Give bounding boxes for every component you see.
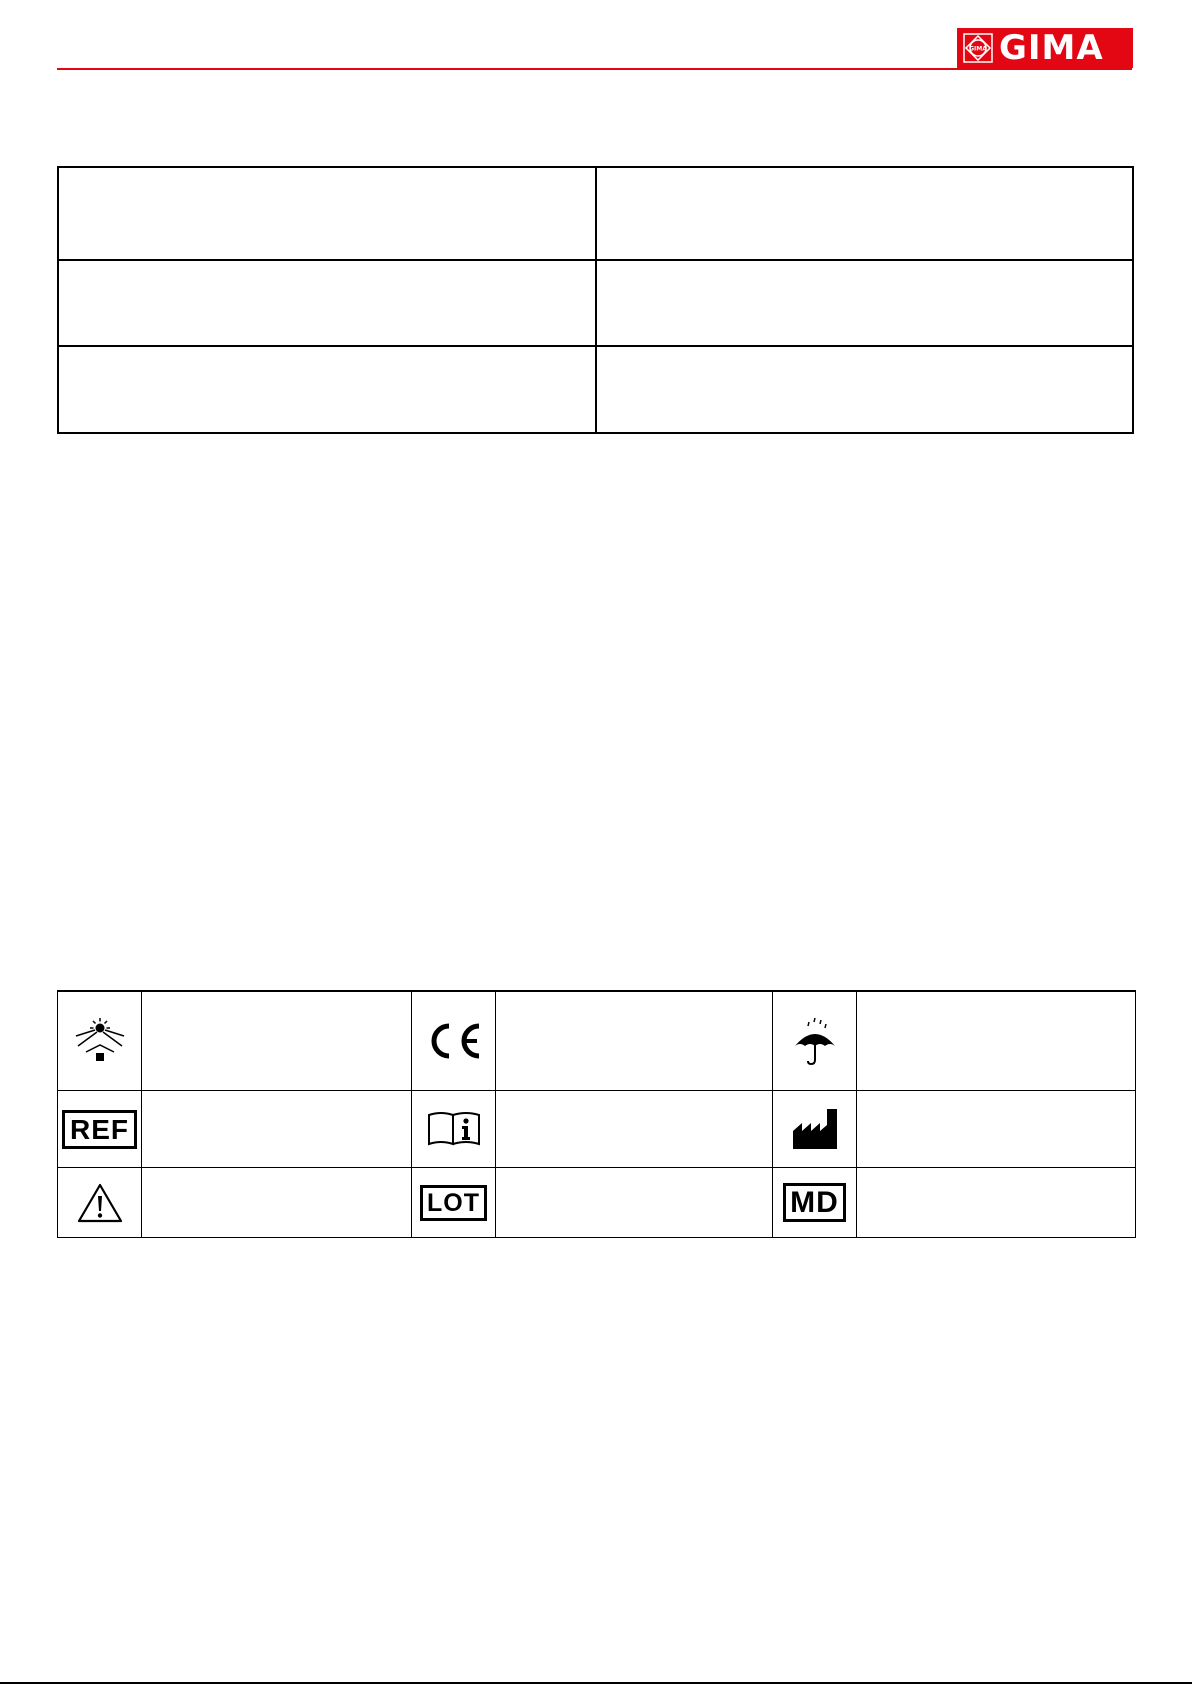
symbol-icon-cell: [58, 1091, 142, 1168]
symbol-icon-cell: [773, 1168, 857, 1238]
table-cell: [58, 260, 596, 346]
table-cell: [596, 167, 1134, 260]
lot-batch-code-icon: LOT: [420, 1185, 487, 1221]
gima-logo: [957, 28, 1133, 68]
symbol-icon-cell: [773, 991, 857, 1091]
symbol-icon-cell: [412, 1168, 496, 1238]
manufacturer-icon: [791, 1107, 839, 1151]
table-row: [58, 167, 1133, 260]
footer-rule: [0, 1682, 1192, 1684]
info-table: [57, 166, 1134, 434]
symbol-description-cell: [142, 1091, 412, 1168]
caution-icon: [76, 1182, 124, 1224]
header-rule: [57, 68, 1132, 70]
symbol-icon-cell: [412, 1091, 496, 1168]
table-cell: [596, 260, 1134, 346]
consult-instructions-icon: [426, 1111, 482, 1147]
table-cell: [58, 346, 596, 433]
keep-dry-umbrella-icon: [793, 1016, 837, 1066]
symbol-description-cell: [857, 991, 1136, 1091]
symbol-icon-cell: [58, 991, 142, 1091]
ref-catalogue-number-icon: REF: [62, 1110, 137, 1149]
keep-away-from-sunlight-icon: [74, 1018, 126, 1064]
gima-seal-icon: [963, 33, 993, 63]
symbol-description-cell: [142, 991, 412, 1091]
symbol-icon-cell: [412, 991, 496, 1091]
symbol-icon-cell: [58, 1168, 142, 1238]
table-row: [58, 991, 1136, 1091]
symbol-description-cell: [496, 1091, 773, 1168]
logo-wordmark: GIMA: [999, 28, 1104, 68]
symbol-description-cell: [857, 1091, 1136, 1168]
table-cell: [58, 167, 596, 260]
table-row: [58, 346, 1133, 433]
symbol-description-cell: [857, 1168, 1136, 1238]
medical-device-icon: MD: [783, 1183, 846, 1222]
table-cell: [596, 346, 1134, 433]
symbol-description-cell: [496, 1168, 773, 1238]
symbol-description-cell: [496, 991, 773, 1091]
ce-mark-icon: [425, 1021, 483, 1061]
table-row: [58, 1091, 1136, 1168]
symbol-description-cell: [142, 1168, 412, 1238]
table-row: [58, 1168, 1136, 1238]
svg-text:GIMA: GIMA: [969, 45, 987, 53]
symbol-icon-cell: [773, 1091, 857, 1168]
table-row: [58, 260, 1133, 346]
symbols-table: [57, 990, 1136, 1238]
